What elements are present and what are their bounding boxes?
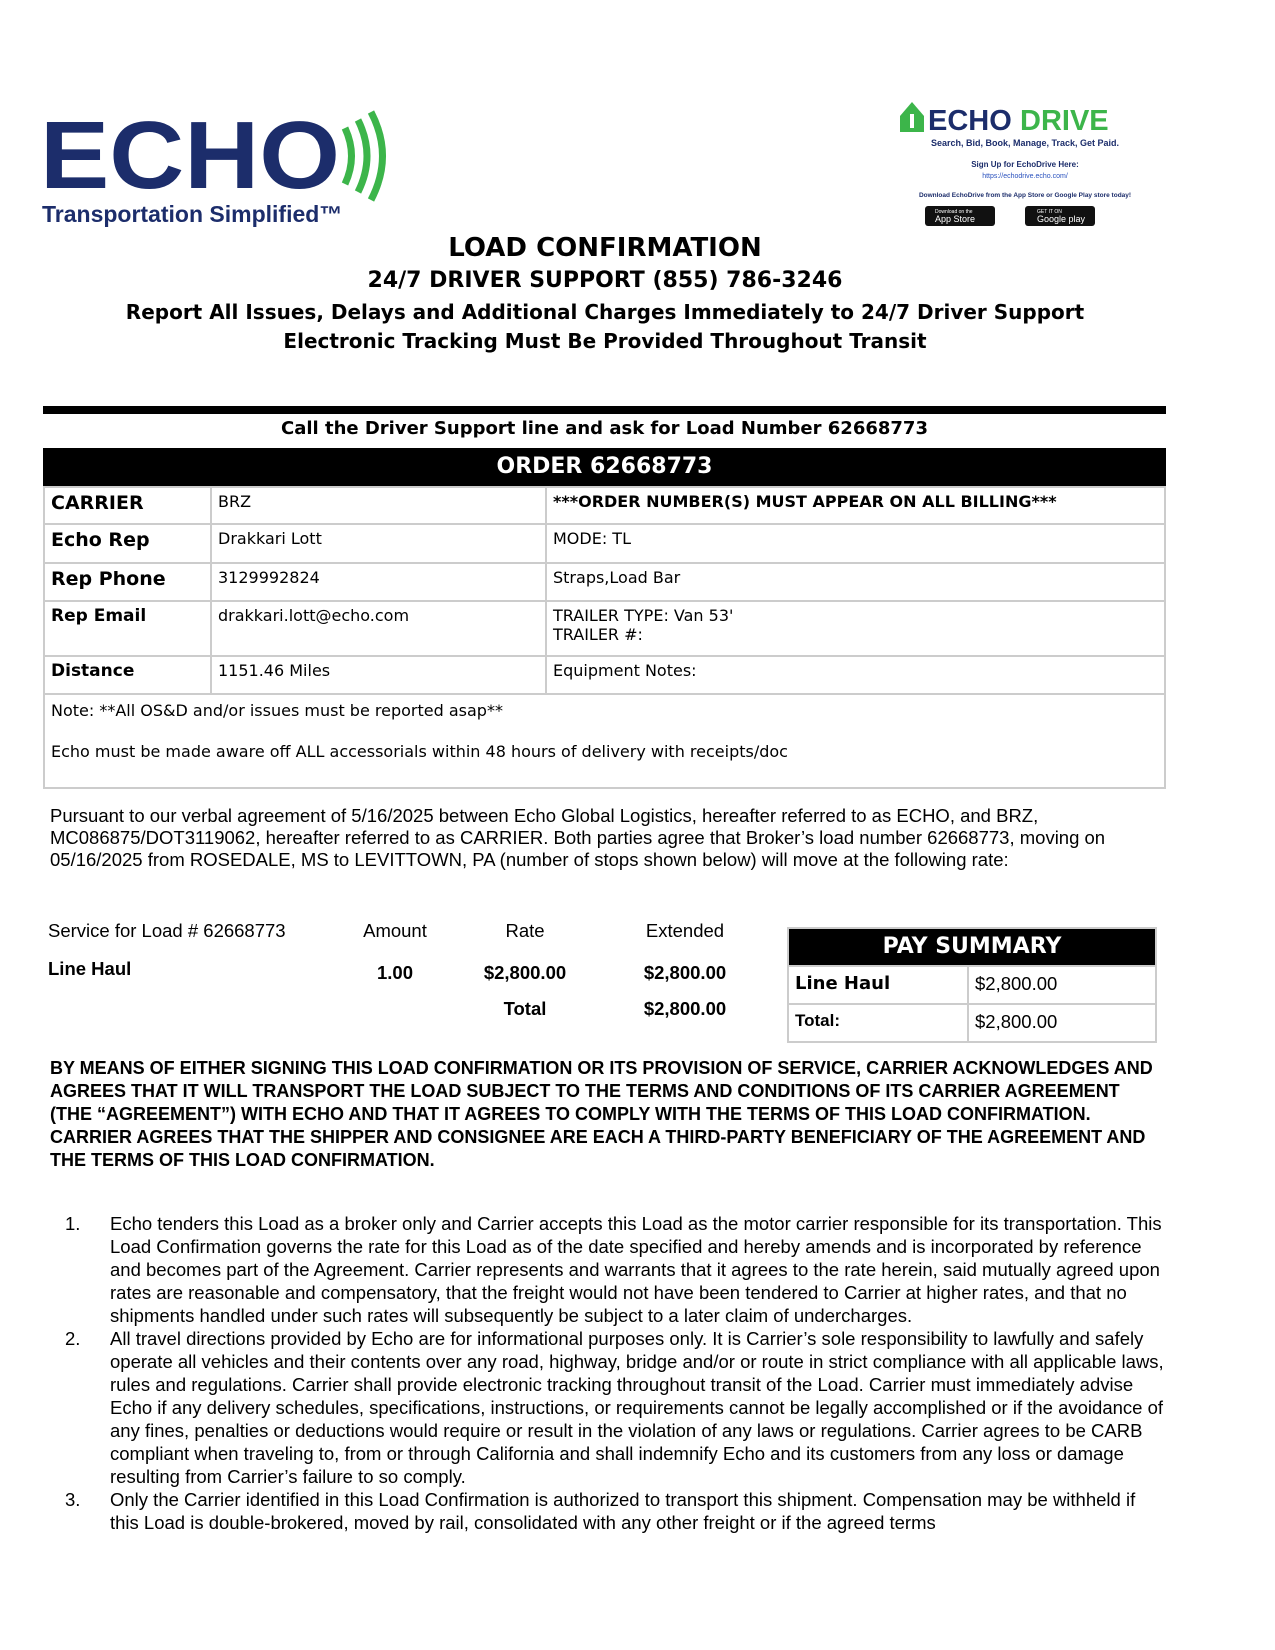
- list-item: [65, 1327, 1165, 1488]
- table-row: [45, 657, 1164, 695]
- row-label: Rep Email: [45, 602, 212, 655]
- term-number: 2.: [65, 1328, 81, 1349]
- row-right: Straps,Load Bar: [553, 568, 681, 587]
- report-notice: Report All Issues, Delays and Additional Charges Immediately to 24/7 Driver Support: [125, 300, 1085, 324]
- table-row: [45, 488, 1164, 525]
- order-header: ORDER 62668773: [43, 448, 1166, 486]
- row-right: ***ORDER NUMBER(S) MUST APPEAR ON ALL BILLING***: [553, 492, 1057, 511]
- rate-line-amount: 1.00: [376, 962, 413, 983]
- svg-text:Google play: Google play: [1037, 214, 1086, 224]
- svg-text:ECHO: ECHO: [928, 105, 1012, 137]
- rate-col-rate: Rate: [505, 920, 545, 941]
- agreement-paragraph: Pursuant to our verbal agreement of 5/16/2025 between Echo Global Logistics, hereafter referred to as ECHO, and BRZ, MC086875/DOT3119062, hereafter referred to as CARRIER. Both parties agree that Broker’s load number 62668773, moving on 05/16/2025 from ROSEDALE, MS to LEVITTOWN, PA (number of stops shown below) will move at the following rate:: [50, 805, 1106, 870]
- pay-total-label: Total:: [789, 1005, 969, 1041]
- echodrive-promo: [895, 100, 1155, 240]
- table-row: [45, 602, 1164, 657]
- terms-heading: BY MEANS OF EITHER SIGNING THIS LOAD CONFIRMATION OR ITS PROVISION OF SERVICE, CARRIER ACKNOWLEDGES AND AGREES THAT IT WILL TRANSPORT THE LOAD SUBJECT TO THE TERMS AND CONDITIONS OF ITS CARRIER AGREEMENT (THE “AGREEMENT”) WITH ECHO AND THAT IT AGREES TO COMPLY WITH THE TERMS OF THIS LOAD CONFIRMATION. CARRIER AGREES THAT THE SHIPPER AND CONSIGNEE ARE EACH A THIRD-PARTY BENEFICIARY OF THE AGREEMENT AND THE TERMS OF THIS LOAD CONFIRMATION.: [50, 1058, 1153, 1170]
- svg-text:https://echodrive.echo.com/[interactable]: https://echodrive.echo.com/: [982, 173, 1068, 180]
- terms-list: [65, 1212, 1165, 1534]
- note-line: Note: **All OS&D and/or issues must be reported asap**: [51, 701, 503, 720]
- term-text: Echo tenders this Load as a broker only and Carrier accepts this Load as the motor carrier responsible for its transportation. This Load Confirmation governs the rate for this Load as of the date specified and hereby amends and is incorporated by reference and becomes part of the Agreement. Carrier represents and warrants that it agrees to the rate herein, said mutually agreed upon rates are reasonable and compensatory, that the freight would not have been tendered to Carrier at higher rates, and that no shipments handled under such rates will subsequently be subject to a later claim of undercharges.: [110, 1213, 1162, 1326]
- svg-text:App Store: App Store: [935, 214, 976, 224]
- row-label: Distance: [45, 657, 212, 693]
- term-number: 3.: [65, 1489, 81, 1510]
- list-item: [65, 1212, 1165, 1327]
- rate-line-label: Line Haul: [48, 958, 132, 979]
- rate-total-label: Total: [503, 998, 547, 1019]
- pay-line-label: Line Haul: [789, 967, 969, 1003]
- echo-tagline: Transportation Simplified™: [42, 201, 343, 227]
- svg-text:Download EchoDrive from the Ap: Download EchoDrive from the App Store or Google Play store today!: [918, 192, 1132, 199]
- echo-wordmark: ECHO: [40, 102, 340, 209]
- table-row: [789, 1003, 1155, 1041]
- svg-text:Sign Up for EchoDrive Here:: Sign Up for EchoDrive Here:: [971, 160, 1079, 169]
- table-row: [789, 965, 1155, 1003]
- row-right: MODE: TL: [553, 529, 631, 548]
- table-row: [45, 525, 1164, 564]
- rate-col-extended: Extended: [645, 920, 725, 941]
- tracking-notice: Electronic Tracking Must Be Provided Throughout Transit: [283, 329, 927, 353]
- row-value: Drakkari Lott: [212, 525, 547, 562]
- row-value: 1151.46 Miles: [212, 657, 547, 693]
- list-item: [65, 1488, 1165, 1534]
- term-text: Only the Carrier identified in this Load Confirmation is authorized to transport this shipment. Compensation may be withheld if this Load is double-brokered, moved by rail, consolidated with any other freight or if the agreed terms: [110, 1489, 1136, 1533]
- rate-col-amount: Amount: [363, 920, 427, 941]
- note-line: Echo must be made aware off ALL accessorials within 48 hours of delivery with receipts/doc: [51, 742, 788, 761]
- table-row: [45, 564, 1164, 602]
- term-number: 1.: [65, 1213, 81, 1234]
- row-value: 3129992824: [212, 564, 547, 600]
- rate-col-service: Service for Load # 62668773: [48, 920, 286, 941]
- pay-summary: [787, 927, 1157, 1043]
- page-title: LOAD CONFIRMATION: [448, 233, 762, 263]
- order-info-table: [43, 486, 1166, 789]
- rate-total-value: $2,800.00: [643, 998, 727, 1019]
- row-value: BRZ: [212, 488, 547, 523]
- svg-text:Search, Bid, Book, Manage, Tra: Search, Bid, Book, Manage, Track, Get Paid.: [930, 138, 1120, 148]
- row-label: Rep Phone: [45, 564, 212, 600]
- order-notes: [45, 695, 1164, 787]
- trailer-number: TRAILER #:: [553, 625, 643, 644]
- trailer-type: TRAILER TYPE: Van 53': [553, 606, 734, 625]
- row-value: drakkari.lott@echo.com: [212, 602, 547, 655]
- call-support-line: Call the Driver Support line and ask for Load Number 62668773: [281, 418, 928, 439]
- row-label: CARRIER: [45, 488, 212, 523]
- pay-total-value: $2,800.00: [975, 1011, 1058, 1032]
- driver-support-line: 24/7 DRIVER SUPPORT (855) 786-3246: [367, 268, 843, 293]
- divider: [43, 406, 1166, 414]
- row-right: Equipment Notes:: [553, 661, 697, 680]
- echo-logo: [40, 98, 390, 228]
- svg-text:Download on the: Download on the: [935, 209, 973, 215]
- rate-line-extended: $2,800.00: [643, 962, 727, 983]
- row-label: Echo Rep: [45, 525, 212, 562]
- row-right: [547, 602, 1164, 655]
- svg-text:GET IT ON: GET IT ON: [1037, 209, 1062, 215]
- svg-text:DRIVE: DRIVE: [1020, 105, 1109, 137]
- pay-summary-header: PAY SUMMARY: [789, 929, 1155, 965]
- term-text: All travel directions provided by Echo are for informational purposes only. It is Carrier’s sole responsibility to lawfully and safely operate all vehicles and their contents over any road, highway, bridge and/or or route in strict compliance with all applicable laws, rules and regulations. Carrier shall provide electronic tracking throughout transit of the Load. Carrier must immediately advise Echo if any delivery schedules, specifications, instructions, or requirements cannot be legally accomplished or if the avoidance of any fines, penalties or deductions would require or result in the violation of any laws or regulations. Carrier agrees to be CARB compliant when traveling to, from or through California and shall indemnify Echo and its customers from any loss or damage resulting from Carrier’s failure to so comply.: [110, 1328, 1164, 1487]
- pay-line-value: $2,800.00: [975, 973, 1058, 994]
- rate-line-rate: $2,800.00: [483, 962, 567, 983]
